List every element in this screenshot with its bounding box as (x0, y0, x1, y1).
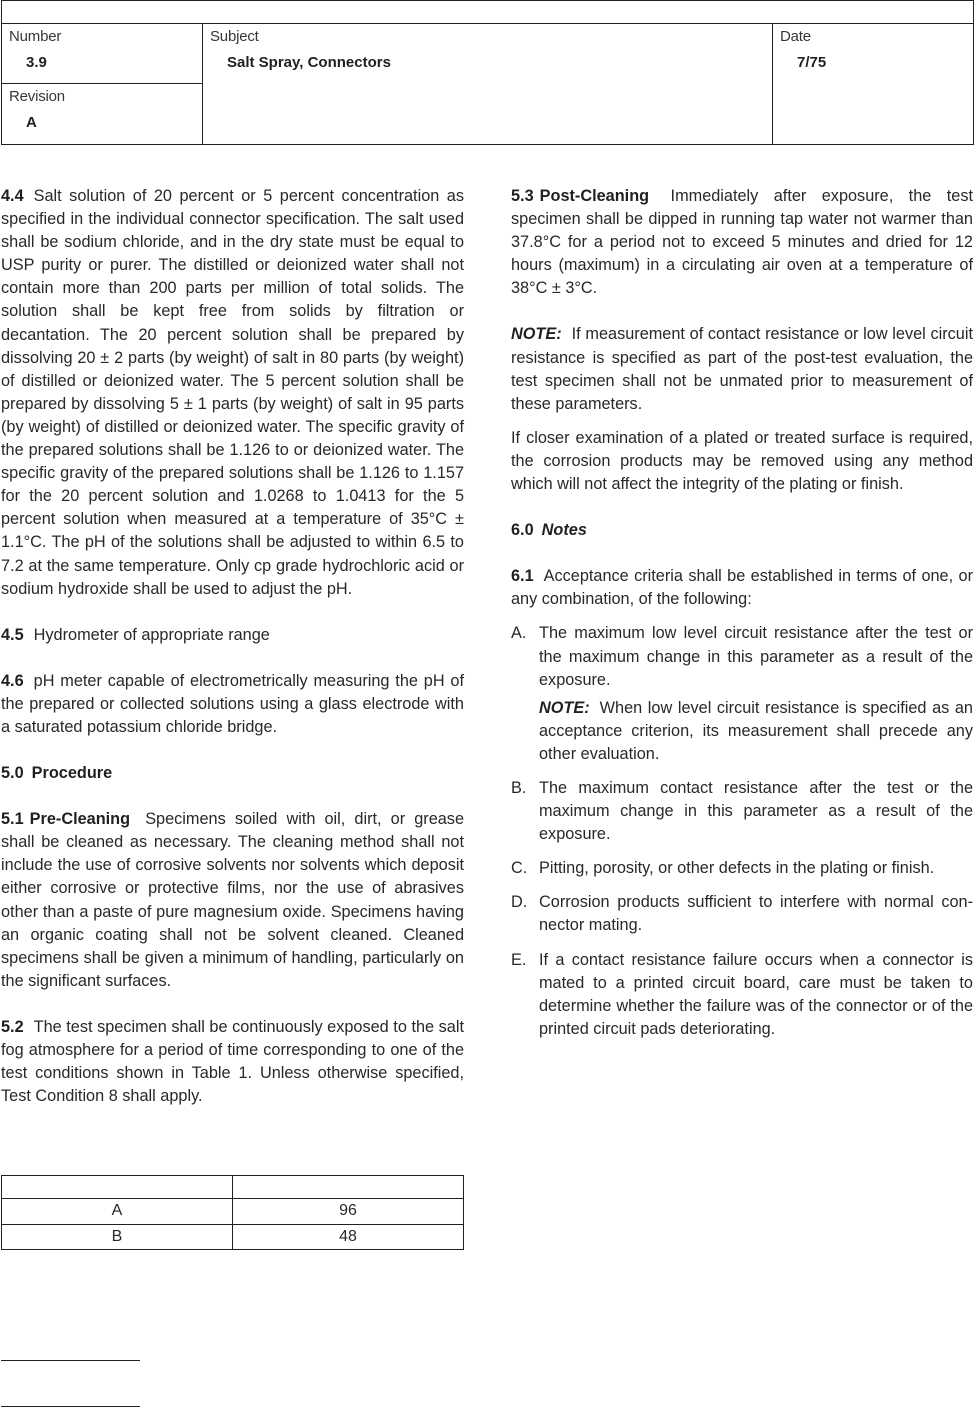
table-row (2, 1199, 464, 1225)
number-label: Number (9, 28, 62, 45)
section-number: 6.0 (511, 521, 534, 540)
note-label: NOTE: (511, 325, 562, 344)
section-title: Post-Cleaning (539, 187, 650, 205)
section-5-3 (511, 185, 973, 300)
date-label: Date (780, 28, 811, 45)
revision-label: Revision (9, 88, 65, 105)
list-marker: A. (511, 624, 527, 643)
table-row (2, 1224, 464, 1250)
table-cell: 96 (233, 1199, 464, 1225)
section-number: 4.4 (1, 187, 24, 205)
number-cell (2, 24, 203, 84)
post-cleaning-note (511, 323, 973, 415)
section-text: Acceptance criteria shall be established in terms of one, or any combination, of the following: (511, 567, 973, 609)
revision-cell (2, 84, 203, 144)
left-column (1, 185, 464, 1131)
list-item-note (539, 697, 973, 766)
header-top-bar (2, 1, 973, 24)
list-marker: E. (511, 950, 527, 969)
section-5-0-heading (1, 762, 464, 785)
subject-value: Salt Spray, Connectors (227, 54, 391, 71)
section-number: 6.1 (511, 567, 534, 586)
table-header-cell (233, 1176, 464, 1199)
section-number: 4.5 (1, 625, 24, 644)
section-number: 5.3 (511, 187, 534, 205)
section-text: Hydrometer of appropriate range (33, 625, 270, 644)
revision-value: A (26, 114, 37, 131)
list-item (511, 857, 973, 880)
table-cell: A (2, 1199, 233, 1225)
section-4-6 (1, 670, 464, 739)
list-item-text: Pitting, porosity, or other defects in the plating or finish. (539, 859, 935, 878)
table-header-cell (2, 1176, 233, 1199)
section-text: Salt solution of 20 percent or 5 percent concentration as specified in the individual connector specification. The salt used shall be sodium chloride, and in the dry state must be equal to USP purity or purer. The distilled or deionized water shall not contain more than 200 parts per million of total solids. The solution shall be kept free from solids by filtration or decantation. The 20 percent solution shall be prepared by dissolving 20 ± 2 parts (by weight) of salt in 80 parts (by weight) of distilled or deionized water. The 5 percent solution shall be prepared by dissolving 5 ± 1 parts (by weight) of salt in 95 parts (by weight) of distilled or deionized water. The specific gravity of the prepared solutions shall be 1.126 to or deionized water. The specific gravity of the prepared solutions shall be 1.126 to 1.157 for the 20 percent solution and 1.0268 to 1.0413 for the 5 percent solution when measured at a temperature of 35°C ± 1.1°C. The pH of the solutions shall be adjusted to within 6.5 to 7.2 at the same temperature. Only cp grade hydrochloric acid or sodium hydroxide shall be used to adjust the pH. (1, 187, 464, 598)
date-value: 7/75 (797, 54, 827, 71)
list-marker: C. (511, 859, 528, 878)
test-conditions-table (1, 1175, 464, 1250)
list-item-text: If a contact resistance failure occurs when a connector is mated to a printed circuit board, care must be taken to determine whether the failure was of the connector or of the printed circuit pads deteriorating. (539, 950, 973, 1038)
list-item (511, 622, 973, 766)
list-item (511, 949, 973, 1041)
section-6-1 (511, 565, 973, 611)
section-title: Pre-Cleaning (29, 810, 131, 829)
list-marker: B. (511, 778, 527, 797)
acceptance-criteria-list (511, 622, 973, 1041)
section-5-2 (1, 1016, 464, 1108)
table-header-row (2, 1176, 464, 1199)
subject-label: Subject (210, 28, 259, 45)
closer-examination-paragraph: If closer examination of a plated or treated surface is required, the corrosion products may be removed using any method which will not affect the integrity of the plating or finish. (511, 428, 973, 494)
note-text: When low level circuit resistance is specified as an acceptance criterion, its measurement shall precede any other evaluation. (539, 698, 973, 763)
number-value: 3.9 (26, 54, 47, 71)
footnote-rule (1, 1360, 140, 1361)
note-text: If measurement of contact resistance or low level circuit resistance is specified as part of the post-test evaluation, the test specimen shall not be unmated prior to measurement of these parameters. (511, 325, 973, 413)
footnote-rule (1, 1406, 140, 1407)
date-cell (773, 24, 973, 144)
section-6-0-heading (511, 519, 973, 542)
list-item-text: The maximum contact resistance after the test or the maximum change in this parameter as a result of the exposure. (539, 778, 973, 844)
list-item (511, 891, 973, 937)
list-item-text: Corrosion products sufficient to interfere with normal connector mating. (539, 893, 973, 935)
section-number: 5.1 (1, 810, 24, 829)
section-5-1 (1, 808, 464, 993)
section-number: 5.2 (1, 1017, 24, 1036)
section-4-4 (1, 185, 464, 601)
section-title: Notes (541, 521, 587, 540)
section-text: pH meter capable of electrometrically measuring the pH of the prepared or collected solutions using a glass electrode with a saturated potassium chloride bridge. (1, 671, 464, 736)
section-text: Specimens soiled with oil, dirt, or grease shall be cleaned as necessary. The cleaning method shall not include the use of corrosive solvents nor solvents which deposit either corrosive or protective films, nor the use of abrasives other than a paste of pure magnesium oxide. Specimens having an organic coating shall not be solvent cleaned. Cleaned specimens shall be given a minimum of handling, particularly on the significant surfaces. (1, 810, 465, 990)
section-text: Immediately after exposure, the test specimen shall be dipped in running tap water not warmer than 37.8°C for a period not to exceed 5 minutes and dried for 12 hours (maximum) in a circulating air oven at a temperature of 38°C ± 3°C. (511, 187, 973, 298)
table-cell: 48 (233, 1224, 464, 1250)
section-number: 4.6 (1, 671, 24, 690)
note-label: NOTE: (539, 698, 590, 717)
section-4-5 (1, 624, 464, 647)
section-number: 5.0 (1, 764, 24, 783)
section-title: Procedure (31, 764, 113, 783)
subject-cell (203, 24, 773, 144)
right-column (511, 185, 973, 1052)
list-marker: D. (511, 893, 528, 912)
document-header-box (1, 0, 974, 145)
table-cell: B (2, 1224, 233, 1250)
list-item-text: The maximum low level circuit resistance after the test or the maximum change in this parameter as a result of the exposure. (539, 624, 973, 689)
section-text: The test specimen shall be continuously exposed to the salt fog atmosphere for a period of time corresponding to one of the test conditions shown in Table 1. Unless otherwise specified, Test Condition 8 shall apply. (1, 1017, 464, 1106)
list-item (511, 777, 973, 846)
